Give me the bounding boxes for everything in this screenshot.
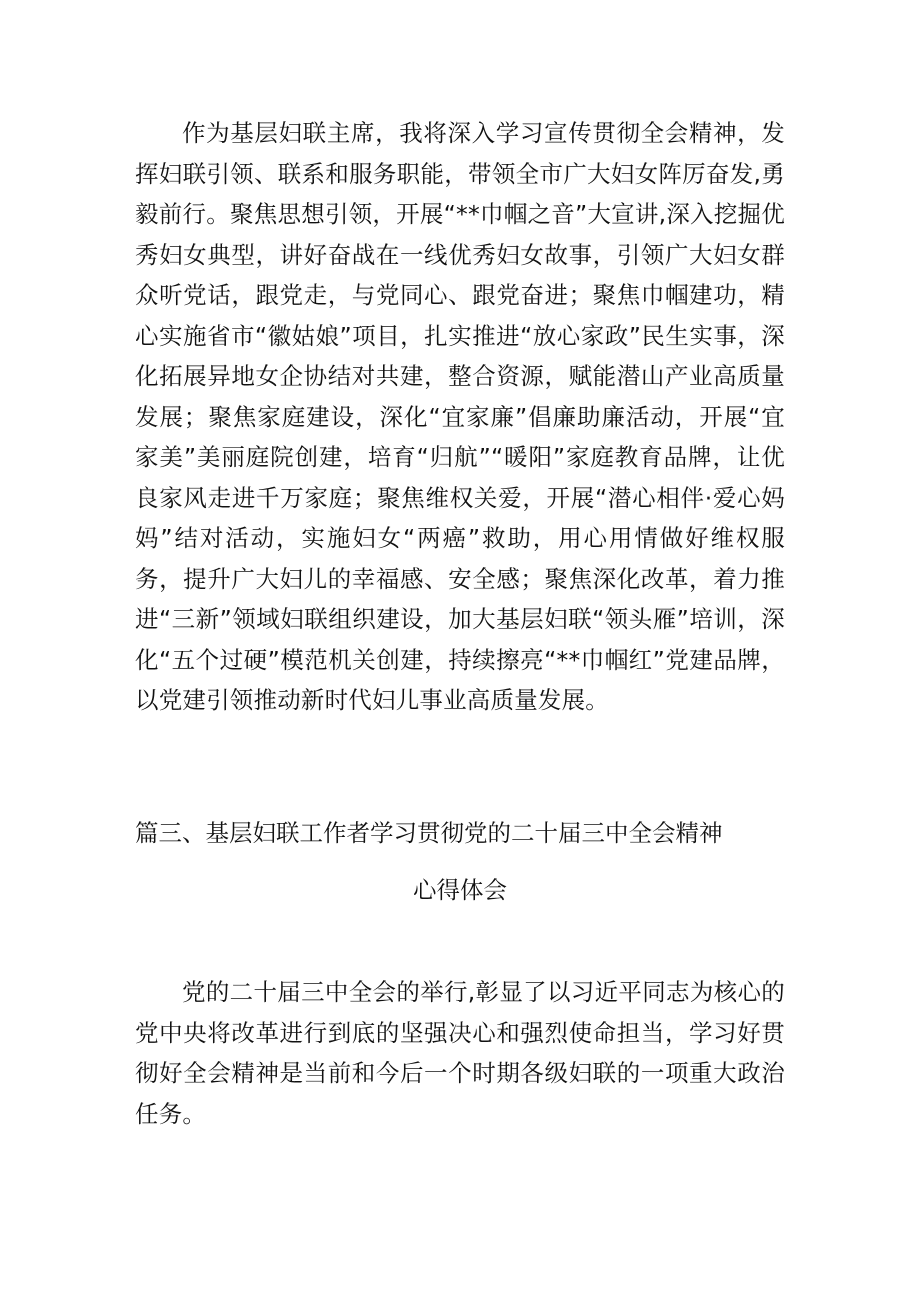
body-paragraph-1: 作为基层妇联主席，我将深入学习宣传贯彻全会精神，发挥妇联引领、联系和服务职能，带领全市广大妇女阵厉奋发,勇毅前行。聚焦思想引领，开展“**巾帼之音”大宣讲,深入挖掘优秀妇女典型，讲好奋战在一线优秀妇女故事，引领广大妇女群众听党话，跟党走，与党同心、跟党奋进；聚焦巾帼建功，精心实施省市“徽姑娘”项目，扎实推进“放心家政”民生实事，深化拓展异地女企协结对共建，整合资源，赋能潜山产业高质量发展；聚焦家庭建设，深化“宜家廉”倡廉助廉活动，开展“宜家美”美丽庭院创建，培育“归航”“暖阳”家庭教育品牌，让优良家风走进千万家庭；聚焦维权关爱，开展“潜心相伴·爱心妈妈”结对活动，实施妇女“两癌”救助，用心用情做好维权服务，提升广大妇儿的幸福感、安全感；聚焦深化改革，着力推进“三新”领域妇联组织建设，加大基层妇联“领头雁”培训，深化“五个过硬”模范机关创建，持续擦亮“**巾帼红”党建品牌，以党建引领推动新时代妇儿事业高质量发展。 — [135, 119, 785, 714]
body-paragraph-2: 党的二十届三中全会的举行,彰显了以习近平同志为核心的党中央将改革进行到底的坚强决心和强烈使命担当，学习好贯彻好全会精神是当前和今后一个时期各级妇联的一项重大政治任务。 — [135, 978, 785, 1128]
section-heading-line-1: 篇三、基层妇联工作者学习贯彻党的二十届三中全会精神 — [135, 819, 723, 847]
section-heading-line-2: 心得体会 — [413, 876, 507, 904]
